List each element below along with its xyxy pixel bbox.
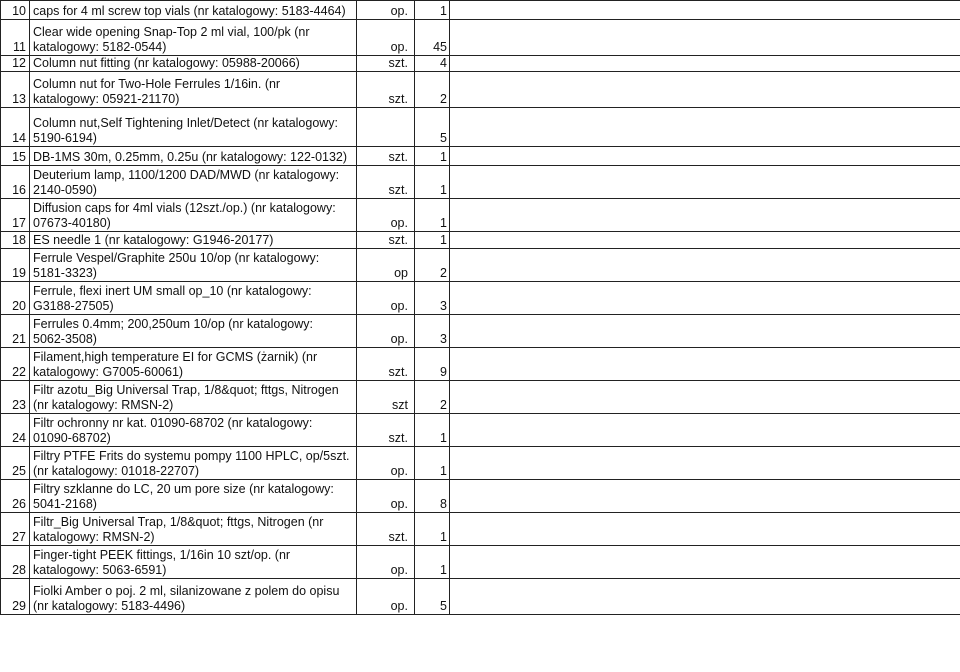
item-quantity: 8 xyxy=(440,497,447,511)
row-number: 19 xyxy=(12,266,26,280)
item-description: Filtr_Big Universal Trap, 1/8&quot; fttgs, Nitrogen (nr katalogowy: RMSN-2) xyxy=(33,515,324,544)
empty-cell xyxy=(450,72,960,108)
item-quantity: 2 xyxy=(440,92,447,106)
item-description: caps for 4 ml screw top vials (nr katalogowy: 5183-4464) xyxy=(33,4,346,18)
row-number: 11 xyxy=(13,40,26,54)
item-unit: szt. xyxy=(388,431,408,445)
row-number: 12 xyxy=(12,56,26,70)
table-row xyxy=(1,199,960,232)
empty-cell xyxy=(450,147,960,166)
row-number: 23 xyxy=(12,398,26,412)
table-row xyxy=(1,513,960,546)
table-row xyxy=(1,579,960,615)
item-description: DB-1MS 30m, 0.25mm, 0.25u (nr katalogowy: 122-0132) xyxy=(33,150,348,164)
row-number: 17 xyxy=(12,216,26,230)
item-description: Ferrule, flexi inert UM small op_10 (nr katalogowy: G3188-27505) xyxy=(33,284,312,313)
item-unit: op. xyxy=(390,464,408,478)
table-row xyxy=(1,108,960,147)
empty-cell xyxy=(450,1,960,20)
item-quantity: 1 xyxy=(440,563,447,577)
item-unit: szt. xyxy=(388,233,408,247)
item-quantity: 1 xyxy=(440,4,447,18)
item-quantity: 2 xyxy=(440,398,447,412)
empty-cell xyxy=(450,282,960,315)
table-row xyxy=(1,249,960,282)
empty-cell xyxy=(450,166,960,199)
row-number: 16 xyxy=(12,183,26,197)
empty-cell xyxy=(450,480,960,513)
item-description: Ferrule Vespel/Graphite 250u 10/op (nr katalogowy: 5181-3323) xyxy=(33,251,320,280)
item-unit: op xyxy=(394,266,408,280)
item-quantity: 1 xyxy=(440,233,447,247)
item-description: Filtr azotu_Big Universal Trap, 1/8&quot; fttgs, Nitrogen (nr katalogowy: RMSN-2) xyxy=(33,383,339,412)
item-unit: op. xyxy=(390,216,408,230)
table-row xyxy=(1,282,960,315)
item-description: Filtr ochronny nr kat. 01090-68702 (nr katalogowy: 01090-68702) xyxy=(33,416,313,445)
row-number: 14 xyxy=(12,131,26,145)
empty-cell xyxy=(450,199,960,232)
items-table-body xyxy=(1,1,960,615)
item-description: Ferrules 0.4mm; 200,250um 10/op (nr katalogowy: 5062-3508) xyxy=(33,317,313,346)
empty-cell xyxy=(450,546,960,579)
item-description: Clear wide opening Snap-Top 2 ml vial, 100/pk (nr katalogowy: 5182-0544) xyxy=(33,25,310,54)
item-quantity: 1 xyxy=(440,530,447,544)
row-number: 20 xyxy=(12,299,26,313)
item-quantity: 5 xyxy=(440,599,447,613)
item-unit: op. xyxy=(390,563,408,577)
row-number: 28 xyxy=(12,563,26,577)
table-row xyxy=(1,56,960,72)
item-description: Filtry szklanne do LC, 20 um pore size (nr katalogowy: 5041-2168) xyxy=(33,482,334,511)
item-quantity: 4 xyxy=(440,56,447,70)
empty-cell xyxy=(450,414,960,447)
row-number: 27 xyxy=(12,530,26,544)
table-row xyxy=(1,166,960,199)
item-unit: szt. xyxy=(388,150,408,164)
row-number: 26 xyxy=(12,497,26,511)
row-number: 18 xyxy=(12,233,26,247)
item-description: Fiolki Amber o poj. 2 ml, silanizowane z polem do opisu (nr katalogowy: 5183-4496) xyxy=(33,584,340,613)
item-description: Deuterium lamp, 1100/1200 DAD/MWD (nr katalogowy: 2140-0590) xyxy=(33,168,340,197)
empty-cell xyxy=(450,513,960,546)
item-quantity: 1 xyxy=(440,150,447,164)
item-unit: szt. xyxy=(388,183,408,197)
item-quantity: 5 xyxy=(440,131,447,145)
item-quantity: 1 xyxy=(440,431,447,445)
empty-cell xyxy=(450,315,960,348)
empty-cell xyxy=(450,348,960,381)
table-row xyxy=(1,447,960,480)
item-unit: op. xyxy=(390,40,408,54)
item-quantity: 3 xyxy=(440,299,447,313)
item-quantity: 1 xyxy=(440,216,447,230)
row-number: 22 xyxy=(12,365,26,379)
item-unit: op. xyxy=(390,299,408,313)
item-description: Column nut for Two-Hole Ferrules 1/16in. (nr katalogowy: 05921-21170) xyxy=(33,77,281,106)
item-unit: szt. xyxy=(388,92,408,106)
empty-cell xyxy=(450,56,960,72)
empty-cell xyxy=(450,232,960,249)
empty-cell xyxy=(450,249,960,282)
table-row xyxy=(1,414,960,447)
item-quantity: 1 xyxy=(440,464,447,478)
item-description: Column nut,Self Tightening Inlet/Detect (nr katalogowy: 5190-6194) xyxy=(33,116,339,145)
item-unit: szt. xyxy=(388,530,408,544)
item-unit: op. xyxy=(390,599,408,613)
item-description: Filament,high temperature EI for GCMS (żarnik) (nr katalogowy: G7005-60061) xyxy=(33,350,318,379)
item-unit: op. xyxy=(390,4,408,18)
row-number: 15 xyxy=(12,150,26,164)
table-row xyxy=(1,480,960,513)
item-quantity: 45 xyxy=(433,40,447,54)
item-description: ES needle 1 (nr katalogowy: G1946-20177) xyxy=(33,233,274,247)
row-number: 10 xyxy=(12,4,26,18)
empty-cell xyxy=(450,20,960,56)
empty-cell xyxy=(450,447,960,480)
item-unit: szt. xyxy=(388,365,408,379)
item-description: Diffusion caps for 4ml vials (12szt./op.) (nr katalogowy: 07673-40180) xyxy=(33,201,336,230)
item-quantity: 1 xyxy=(440,183,447,197)
table-row xyxy=(1,232,960,249)
table-row xyxy=(1,1,960,20)
table-row xyxy=(1,381,960,414)
table-row xyxy=(1,147,960,166)
table-row xyxy=(1,348,960,381)
row-number: 13 xyxy=(12,92,26,106)
row-number: 21 xyxy=(12,332,26,346)
table-row xyxy=(1,315,960,348)
table-row xyxy=(1,20,960,56)
item-unit: szt. xyxy=(388,56,408,70)
empty-cell xyxy=(450,108,960,147)
item-quantity: 3 xyxy=(440,332,447,346)
table-row xyxy=(1,72,960,108)
empty-cell xyxy=(450,381,960,414)
item-description: Finger-tight PEEK fittings, 1/16in 10 szt/op. (nr katalogowy: 5063-6591) xyxy=(33,548,291,577)
empty-cell xyxy=(450,579,960,615)
item-description: Column nut fitting (nr katalogowy: 05988-20066) xyxy=(33,56,300,70)
item-unit: op. xyxy=(390,497,408,511)
item-quantity: 9 xyxy=(440,365,447,379)
row-number: 25 xyxy=(12,464,26,478)
row-number: 29 xyxy=(12,599,26,613)
table-row xyxy=(1,546,960,579)
item-unit: op. xyxy=(390,332,408,346)
item-unit: szt xyxy=(392,398,408,412)
item-description: Filtry PTFE Frits do systemu pompy 1100 HPLC, op/5szt. (nr katalogowy: 01018-22707) xyxy=(33,449,350,478)
row-number: 24 xyxy=(12,431,26,445)
item-quantity: 2 xyxy=(440,266,447,280)
